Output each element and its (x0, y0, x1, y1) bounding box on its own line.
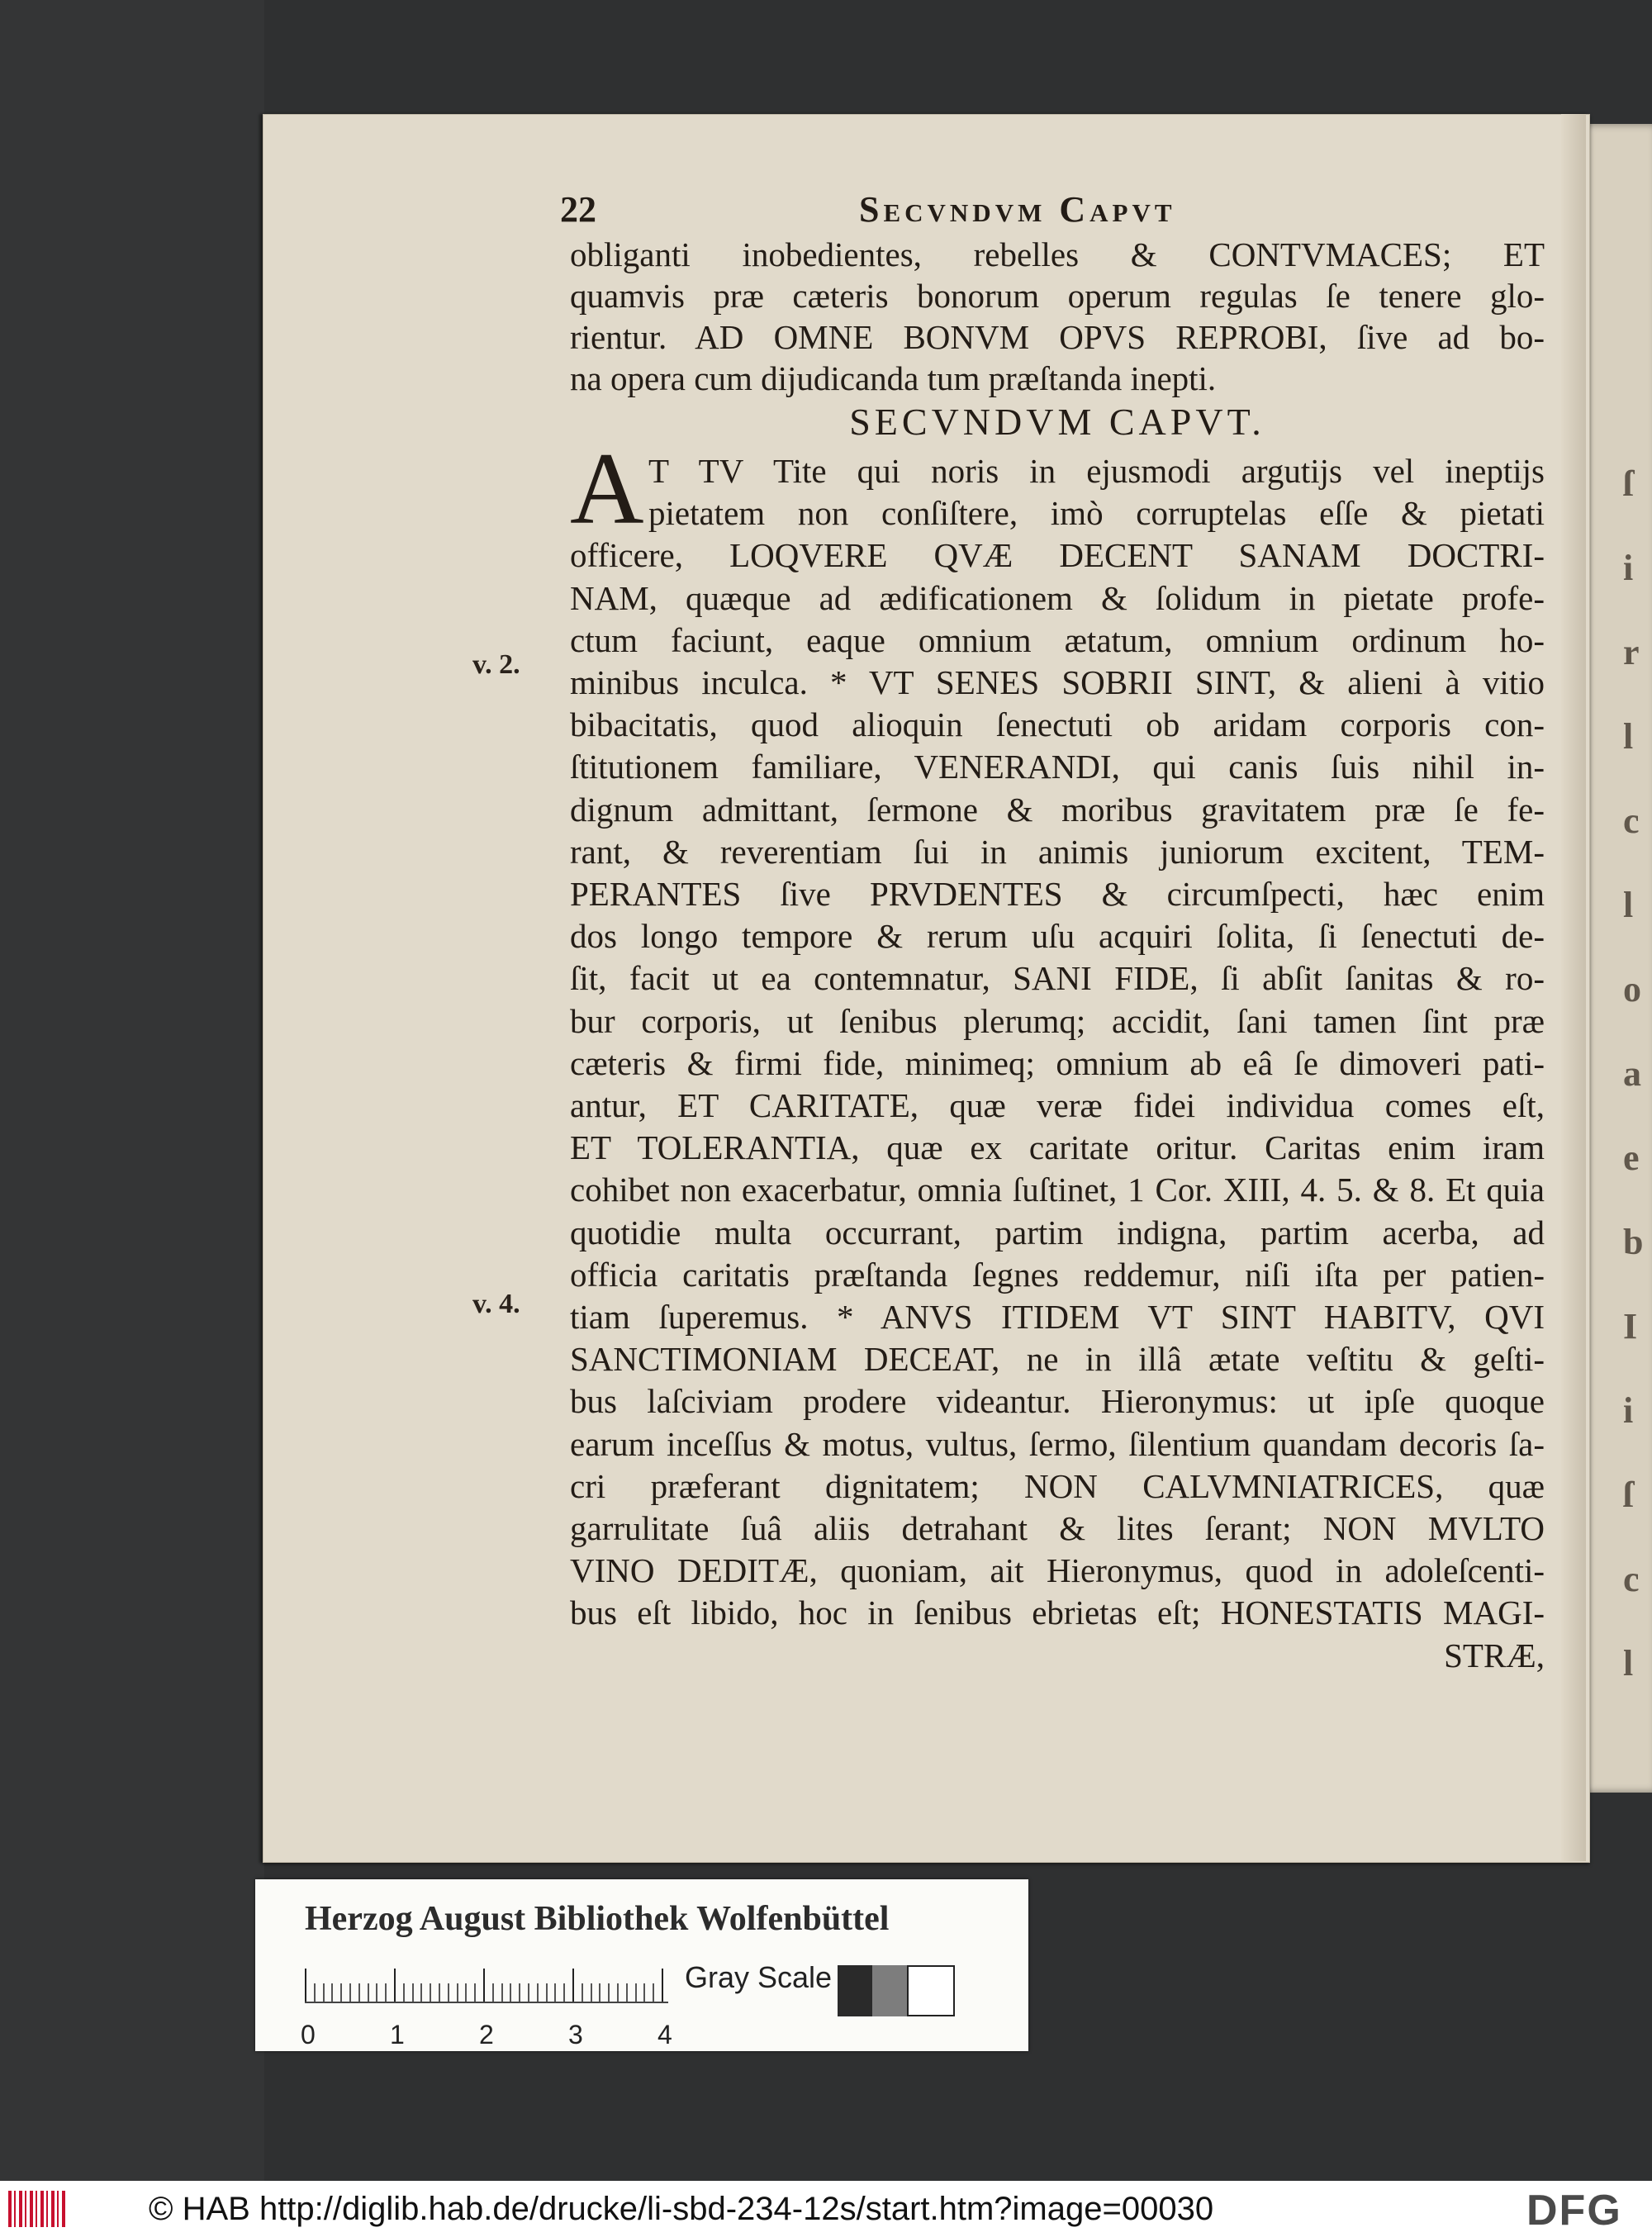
ruler-tick (420, 1983, 422, 2002)
adjacent-page-fragment: I (1623, 1306, 1638, 1346)
ruler-tick (626, 1983, 628, 2002)
text-line: dignum admittant, ſermone & moribus gravitatem præ ſe fe- (570, 790, 1545, 829)
ruler-tick (537, 1983, 539, 2002)
ruler-tick (323, 1983, 325, 2002)
text-line: garrulitate ſuâ aliis detrahant & lites ſerant; NON MVLTO (570, 1509, 1545, 1547)
footer-bar (0, 2181, 1652, 2237)
ruler-tick (617, 1983, 619, 2002)
copyright-url[interactable]: © HAB http://diglib.hab.de/drucke/li-sbd-234-12s/start.htm?image=00030 (149, 2191, 1214, 2227)
page-gutter (1561, 114, 1586, 1861)
text-line: ctum faciunt, eaque omnium ætatum, omnium ordinum ho- (570, 620, 1545, 659)
scan-backdrop (0, 0, 264, 2181)
text-line: pietatem non conſiſtere, imò corruptelas eſſe & pietati (648, 494, 1545, 533)
text-line: na opera cum dijudicanda tum præſtanda inepti. (570, 359, 1217, 397)
ruler-tick (572, 1969, 574, 2002)
text-line: officia caritatis præſtanda ſegnes reddemur, niſi iſta per patien- (570, 1255, 1545, 1294)
text-line: bur corporis, ut ſenibus plerumq; accidit, ſani tamen ſint præ (570, 1001, 1545, 1040)
ruler-tick (554, 1983, 556, 2002)
text-line: dos longo tempore & rerum uſu acquiri ſolita, ſi ſenectuti de- (570, 917, 1545, 956)
text-line: ſtitutionem familiare, VENERANDI, qui canis ſuis nihil in- (570, 748, 1545, 786)
ruler-tick (501, 1983, 503, 2002)
ruler-tick (582, 1983, 583, 2002)
margin-note-verse-2: v. 2. (472, 649, 520, 680)
adjacent-page-edge (1582, 124, 1652, 1793)
adjacent-page-fragment: a (1623, 1053, 1641, 1094)
ruler-tick (314, 1983, 316, 2002)
ruler-tick (465, 1983, 467, 2002)
ruler-tick (528, 1983, 529, 2002)
ruler-tick (439, 1983, 440, 2002)
gray-swatch-dark (838, 1965, 872, 2016)
adjacent-page-fragment: ſ (1623, 463, 1634, 504)
text-line: rientur. AD OMNE BONVM OPVS REPROBI, ſive ad bo- (570, 318, 1545, 356)
ruler-tick (349, 1983, 351, 2002)
text-line: antur, ET CARITATE, quæ veræ fidei individua comes eſt, (570, 1086, 1545, 1124)
ruler-tick (510, 1983, 511, 2002)
text-line: PERANTES ſive PRVDENTES & circumſpecti, hæc enim (570, 875, 1545, 913)
ruler-number: 3 (568, 2020, 583, 2049)
page-number: 22 (560, 189, 596, 230)
ruler-tick (376, 1983, 377, 2002)
dfg-logo: DFG (1526, 2187, 1622, 2235)
text-line: ET TOLERANTIA, quæ ex caritate oritur. Caritas enim iram (570, 1128, 1545, 1167)
ruler-tick (448, 1983, 449, 2002)
text-line: bibacitatis, quod alioquin ſenectuti ob aridam corporis con- (570, 705, 1545, 744)
text-line: tiam ſuperemus. * ANVS ITIDEM VT SINT HABITV, QVI (570, 1298, 1545, 1336)
hab-logo-icon (8, 2191, 68, 2227)
text-line: VINO DEDITÆ, quoniam, ait Hieronymus, quod in adoleſcenti- (570, 1551, 1545, 1590)
adjacent-page-fragment: l (1623, 716, 1634, 757)
text-line: minibus inculca. * VT SENES SOBRII SINT, & alieni à vitio (570, 663, 1545, 701)
ruler-tick (608, 1983, 610, 2002)
library-name: Herzog August Bibliothek Wolfenbüttel (305, 1900, 890, 1938)
running-head (560, 188, 1303, 230)
running-title: Secvndvm Capvt (859, 189, 1176, 230)
ruler-tick (563, 1983, 565, 2002)
text-line: officere, LOQVERE QVÆ DECENT SANAM DOCTRI- (570, 536, 1545, 575)
ruler-tick (662, 1969, 663, 2002)
ruler-tick (358, 1983, 360, 2002)
ruler-number: 4 (657, 2020, 672, 2049)
text-line: ſit, facit ut ea contemnatur, SANI FIDE, ſi abſit ſanitas & ro- (570, 959, 1545, 998)
text-line: SANCTIMONIAM DECEAT, ne in illâ ætate veſtitu & geſti- (570, 1340, 1545, 1379)
adjacent-page-fragment: o (1623, 969, 1641, 1009)
gray-swatch-light (907, 1965, 955, 2016)
adjacent-page-fragment: i (1623, 548, 1634, 588)
library-color-strip (255, 1879, 1028, 2051)
ruler-tick (643, 1983, 645, 2002)
ruler-tick (394, 1969, 396, 2002)
text-line: cohibet non exacerbatur, omnia ſuſtinet, 1 Cor. XIII, 4. 5. & 8. Et quia (570, 1171, 1545, 1209)
ruler-tick (385, 1983, 387, 2002)
text-line: quotidie multa occurrant, partim indigna, partim acerba, ad (570, 1213, 1545, 1251)
ruler-number: 0 (301, 2020, 316, 2049)
ruler-tick (483, 1969, 485, 2002)
text-line: bus eſt libido, hoc in ſenibus ebrietas eſt; HONESTATIS MAGI- (570, 1593, 1545, 1632)
ruler-tick (474, 1983, 476, 2002)
ruler-tick (546, 1983, 548, 2002)
adjacent-page-fragment: ſ (1623, 1475, 1634, 1515)
text-line: T TV Tite qui noris in ejusmodi argutijs vel ineptijs (648, 452, 1545, 490)
ruler-tick (599, 1983, 601, 2002)
ruler-tick (591, 1983, 592, 2002)
text-line: quamvis præ cæteris bonorum operum regulas ſe tenere glo- (570, 277, 1545, 315)
ruler-tick (430, 1983, 431, 2002)
section-title: SECVNDVM CAPVT. (849, 401, 1265, 443)
ruler-tick (635, 1983, 637, 2002)
text-line: earum inceſſus & motus, vultus, ſermo, ſilentium quandam decoris ſa- (570, 1424, 1545, 1463)
margin-note-verse-4: v. 4. (472, 1289, 520, 1319)
adjacent-page-fragment: l (1623, 1643, 1634, 1684)
ruler-tick (368, 1983, 369, 2002)
gray-swatch-mid (872, 1965, 907, 2016)
text-line: bus laſciviam prodere videantur. Hieronymus: ut ipſe quoque (570, 1382, 1545, 1421)
adjacent-page-fragment: c (1623, 800, 1640, 841)
ruler-tick (412, 1983, 414, 2002)
adjacent-page-fragment: r (1623, 632, 1640, 672)
ruler-tick (492, 1983, 494, 2002)
adjacent-page-fragment: b (1623, 1222, 1644, 1262)
adjacent-page-fragment: c (1623, 1559, 1640, 1599)
text-line: rant, & reverentiam ſui in animis juniorum excitent, TEM- (570, 832, 1545, 871)
gray-scale-label: Gray Scale (685, 1960, 833, 1994)
ruler-tick (331, 1983, 333, 2002)
text-line: NAM, quæque ad ædificationem & ſolidum in pietate profe- (570, 578, 1545, 617)
adjacent-page-fragment: i (1623, 1390, 1634, 1431)
ruler-tick (340, 1983, 342, 2002)
measurement-ruler (305, 1965, 668, 2003)
text-line: cri præferant dignitatem; NON CALVMNIATRICES, quæ (570, 1466, 1545, 1505)
ruler-tick (653, 1983, 654, 2002)
drop-cap: A (570, 432, 644, 545)
ruler-number: 2 (479, 2020, 494, 2049)
ruler-tick (403, 1983, 405, 2002)
ruler-number: 1 (390, 2020, 405, 2049)
ruler-tick (519, 1983, 520, 2002)
adjacent-page-fragment: l (1623, 885, 1634, 925)
text-line: obliganti inobedientes, rebelles & CONTVMACES; ET (570, 235, 1545, 273)
adjacent-page-fragment: e (1623, 1137, 1640, 1178)
ruler-tick (457, 1983, 458, 2002)
ruler-tick (305, 1969, 306, 2002)
text-line: cæteris & firmi fide, minimeq; omnium ab eâ ſe dimoveri pati- (570, 1043, 1545, 1082)
text-line: STRÆ, (1444, 1636, 1545, 1674)
